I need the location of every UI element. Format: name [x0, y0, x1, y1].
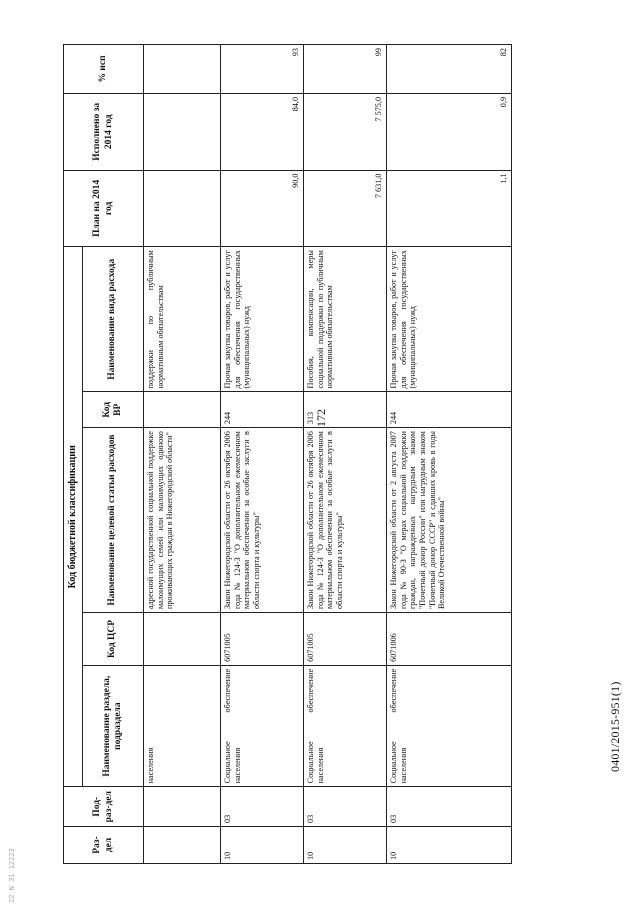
header-csr: Код ЦСР — [83, 613, 144, 666]
header-target-name: Наименование целевой статьи расходов — [83, 428, 144, 613]
header-executed: Исполнено за 2014 год — [64, 93, 144, 170]
cell-vr: 244 — [221, 392, 304, 428]
cell-plan: 90,0 — [221, 170, 304, 247]
page-number: 172 — [314, 409, 328, 427]
cell-target-name: Закон Нижегородской области от 2 августа 2007 года № 90-З "О мерах социальной поддержки граждан, награжденных нагрудным знаком "Почетный донор России" или нагрудным знаком "Почетный донор СССР" и сдавших кровь в годы Великой Отечественной войны" — [387, 428, 512, 613]
header-percent: % исп — [64, 45, 144, 94]
cell-podrazdel: 03 — [304, 787, 387, 827]
cell-target-name: адресной государственной социальной поддержке малоимущих семей или малоимущих одиноко проживающих граждан в Нижегородской области" — [144, 428, 221, 613]
cell-executed: 84,0 — [221, 93, 304, 170]
cell-plan: 1,1 — [387, 170, 512, 247]
cell-percent: 99 — [304, 45, 387, 94]
cell-vr: 244 — [387, 392, 512, 428]
cell-razdel: 10 — [387, 827, 512, 864]
table-row — [144, 45, 221, 864]
cell-percent — [144, 45, 221, 94]
header-group: Код бюджетной классификации — [64, 247, 83, 787]
cell-section-name: Социальное обеспечение населения — [221, 665, 304, 787]
cell-plan: 7 631,0 — [304, 170, 387, 247]
cell-executed: 7 575,0 — [304, 93, 387, 170]
cell-executed — [144, 93, 221, 170]
header-vr-name: Наименование вида расхода — [83, 247, 144, 392]
header-podrazdel: Под-раз-дел — [64, 787, 144, 827]
cell-vr — [144, 392, 221, 428]
cell-vr-name: Прочая закупка товаров, работ и услуг для обеспечения государственных (муниципальных) нужд — [387, 247, 512, 392]
cell-csr: 6071006 — [387, 613, 512, 666]
header-vr: Код ВР — [83, 392, 144, 428]
cell-percent: 93 — [221, 45, 304, 94]
budget-table-wrapper — [63, 44, 615, 864]
cell-podrazdel: 03 — [387, 787, 512, 827]
cell-section-name: Социальное обеспечение населения — [304, 665, 387, 787]
header-section-name: Наименование раздела, подраздела — [83, 665, 144, 787]
cell-executed: 0,9 — [387, 93, 512, 170]
cell-razdel: 10 — [221, 827, 304, 864]
cell-section-name: Социальное обеспечение населения — [387, 665, 512, 787]
cell-vr: 313 — [304, 392, 387, 428]
cell-section-name: населения — [144, 665, 221, 787]
cell-plan — [144, 170, 221, 247]
table-row — [387, 45, 512, 864]
budget-table — [63, 44, 512, 864]
cell-vr-name: Пособия, компенсации, меры социальной поддержки по публичным нормативным обязательствам — [304, 247, 387, 392]
header-plan: План на 2014 год — [64, 170, 144, 247]
cell-csr — [144, 613, 221, 666]
cell-razdel — [144, 827, 221, 864]
cell-percent: 82 — [387, 45, 512, 94]
header-razdel: Раз-дел — [64, 827, 144, 864]
cell-target-name: Закон Нижегородской области от 26 октября 2006 года № 124-З "О дополнительном ежемесячном материальном обеспечении за особые заслуги в области спорта и культуры" — [221, 428, 304, 613]
cell-podrazdel — [144, 787, 221, 827]
scan-mark: 22 N 31 12223 — [8, 848, 16, 903]
cell-csr: 6071005 — [221, 613, 304, 666]
cell-csr: 6071005 — [304, 613, 387, 666]
table-row — [221, 45, 304, 864]
cell-razdel: 10 — [304, 827, 387, 864]
document-code: 0401/2015-951(1) — [608, 681, 622, 772]
cell-target-name: Закон Нижегородской области от 26 октября 2006 года № 124-З "О дополнительном ежемесячном материальном обеспечении за особые заслуги в области спорта и культуры" — [304, 428, 387, 613]
cell-vr-name: Прочая закупка товаров, работ и услуг для обеспечения государственных (муниципальных) нужд — [221, 247, 304, 392]
cell-vr-name: поддержки по публичным нормативным обязательствам — [144, 247, 221, 392]
table-row — [304, 45, 387, 864]
cell-podrazdel: 03 — [221, 787, 304, 827]
